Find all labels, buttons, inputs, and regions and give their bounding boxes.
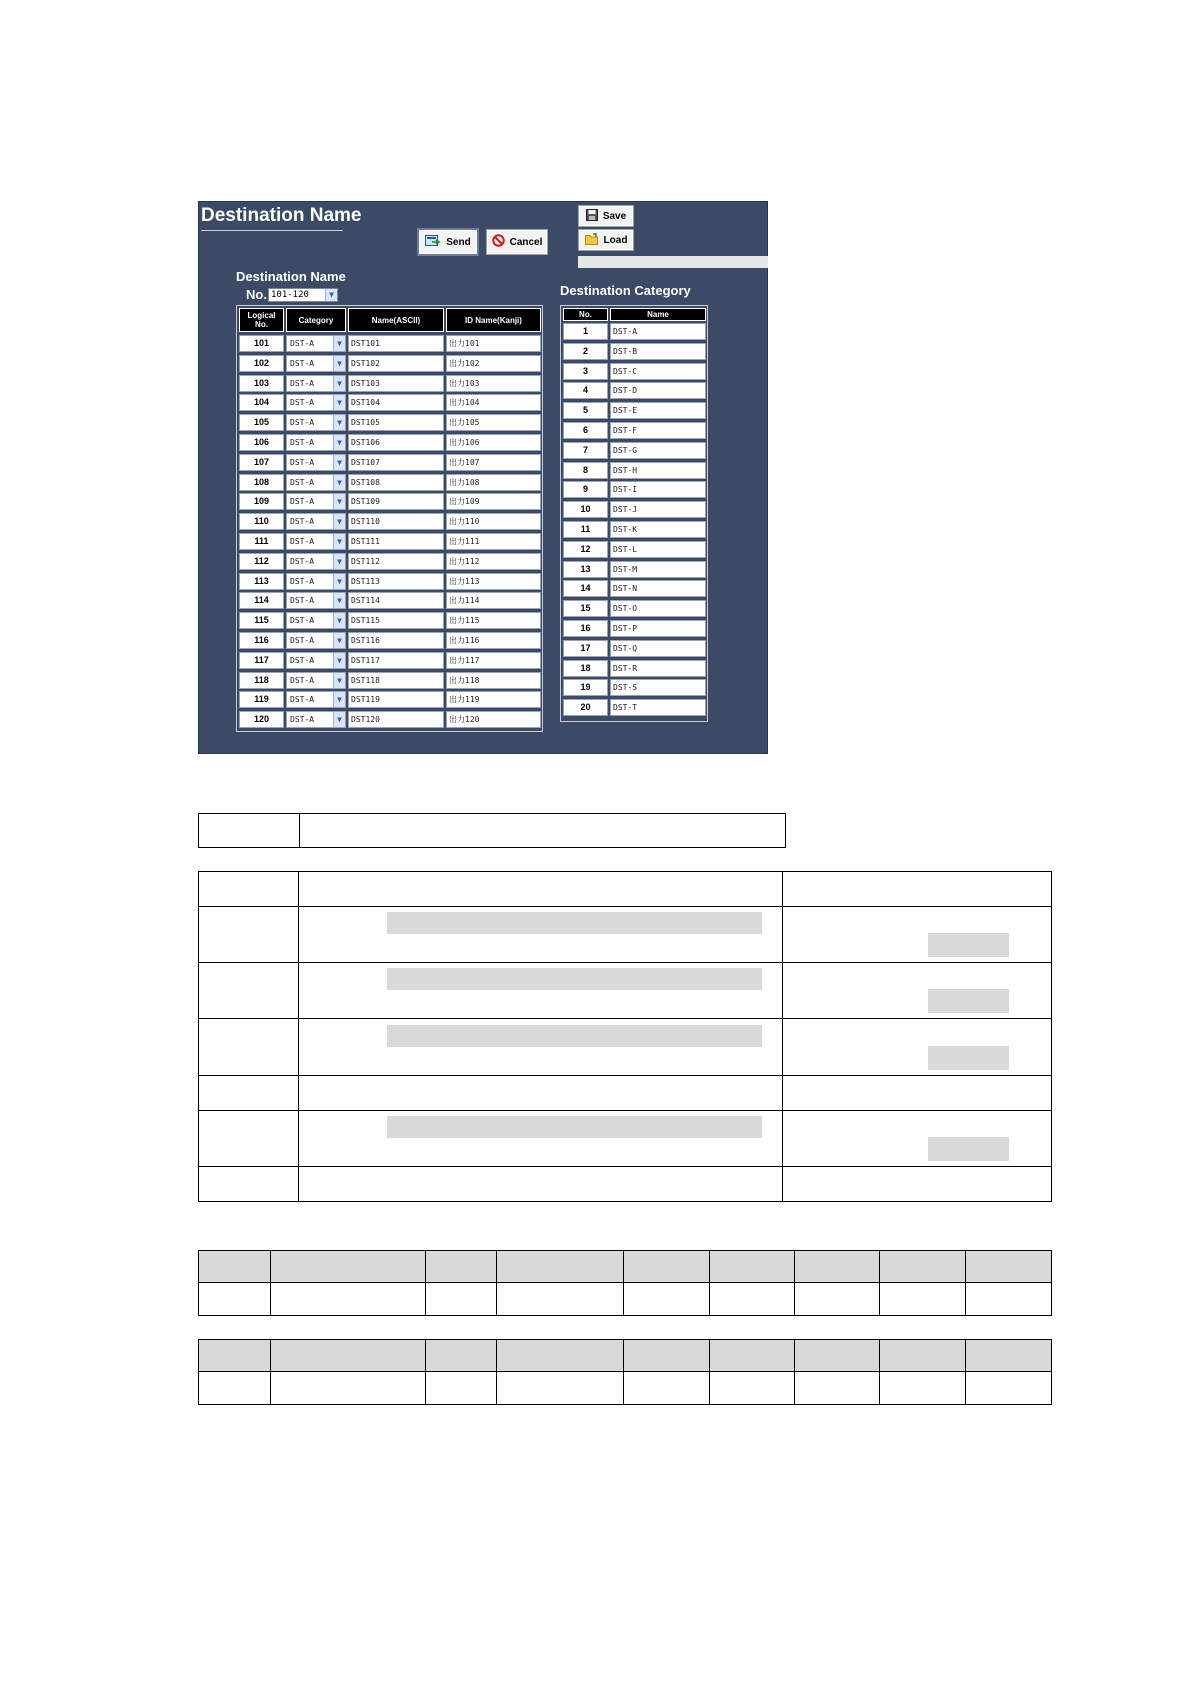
- redacted-field: [928, 989, 1009, 1013]
- category-name-field[interactable]: DST-E: [610, 402, 706, 419]
- id-name-kanji-field[interactable]: 出力105: [446, 414, 541, 431]
- category-select[interactable]: [286, 612, 346, 629]
- category-select[interactable]: [286, 533, 346, 550]
- name-ascii-field[interactable]: DST105: [348, 414, 444, 431]
- chevron-down-icon[interactable]: ▼: [333, 633, 345, 648]
- header-no: No.: [563, 308, 608, 321]
- name-ascii-field[interactable]: DST108: [348, 474, 444, 491]
- name-ascii-field[interactable]: DST113: [348, 573, 444, 590]
- window-title: Destination Name: [201, 205, 362, 226]
- name-ascii-field[interactable]: DST107: [348, 454, 444, 471]
- name-ascii-field[interactable]: DST116: [348, 632, 444, 649]
- chevron-down-icon[interactable]: ▼: [333, 435, 345, 450]
- name-ascii-field[interactable]: DST112: [348, 553, 444, 570]
- load-label: Load: [603, 234, 628, 246]
- name-ascii-field[interactable]: DST118: [348, 672, 444, 689]
- logical-no-cell: 116: [239, 632, 284, 649]
- category-select[interactable]: [286, 355, 346, 372]
- logical-no-cell: 114: [239, 592, 284, 609]
- chevron-down-icon[interactable]: ▼: [333, 336, 345, 351]
- chevron-down-icon[interactable]: ▼: [325, 289, 337, 301]
- name-ascii-field[interactable]: DST120: [348, 711, 444, 728]
- chevron-down-icon[interactable]: ▼: [333, 712, 345, 727]
- redacted-field: [387, 912, 762, 934]
- category-name-field[interactable]: DST-O: [610, 600, 706, 617]
- category-value: DST-A: [290, 458, 315, 467]
- header-category: Category: [286, 308, 346, 332]
- chevron-down-icon[interactable]: ▼: [333, 494, 345, 509]
- name-ascii-field[interactable]: DST101: [348, 335, 444, 352]
- name-ascii-field[interactable]: DST110: [348, 513, 444, 530]
- category-name-field[interactable]: DST-N: [610, 580, 706, 597]
- id-name-kanji-field[interactable]: 出力106: [446, 434, 541, 451]
- category-value: DST-A: [290, 497, 315, 506]
- category-value: DST-A: [290, 438, 315, 447]
- chevron-down-icon[interactable]: ▼: [333, 653, 345, 668]
- send-label: Send: [446, 236, 471, 248]
- logical-no-cell: 105: [239, 414, 284, 431]
- category-value: DST-A: [290, 557, 315, 566]
- category-select[interactable]: [286, 493, 346, 510]
- chevron-down-icon[interactable]: ▼: [333, 574, 345, 589]
- header-id-name-kanji: ID Name(Kanji): [446, 308, 541, 332]
- category-value: DST-A: [290, 398, 315, 407]
- name-ascii-field[interactable]: DST115: [348, 612, 444, 629]
- logical-no-cell: 109: [239, 493, 284, 510]
- chevron-down-icon[interactable]: ▼: [333, 554, 345, 569]
- category-select[interactable]: [286, 454, 346, 471]
- category-name-field[interactable]: DST-I: [610, 481, 706, 498]
- chevron-down-icon[interactable]: ▼: [333, 356, 345, 371]
- category-value: DST-A: [290, 478, 315, 487]
- id-name-kanji-field[interactable]: 出力108: [446, 474, 541, 491]
- destination-name-window: [198, 201, 768, 754]
- logical-no-cell: 117: [239, 652, 284, 669]
- category-no-cell: 2: [563, 343, 608, 360]
- category-select[interactable]: [286, 691, 346, 708]
- redacted-field: [387, 1116, 762, 1138]
- logical-no-cell: 103: [239, 375, 284, 392]
- save-button[interactable]: [579, 206, 633, 226]
- category-name-field[interactable]: DST-D: [610, 382, 706, 399]
- logical-no-cell: 118: [239, 672, 284, 689]
- redacted-field: [928, 933, 1009, 957]
- category-no-cell: 17: [563, 640, 608, 657]
- load-icon: [585, 233, 599, 248]
- category-name-field[interactable]: DST-L: [610, 541, 706, 558]
- category-value: DST-A: [290, 517, 315, 526]
- redacted-field: [928, 1046, 1009, 1070]
- category-no-cell: 3: [563, 363, 608, 380]
- header-logical-no: Logical No.: [239, 308, 284, 332]
- category-value: DST-A: [290, 695, 315, 704]
- category-value: DST-A: [290, 616, 315, 625]
- category-value: DST-A: [290, 359, 315, 368]
- cancel-label: Cancel: [509, 236, 543, 248]
- category-select[interactable]: [286, 394, 346, 411]
- category-value: DST-A: [290, 656, 315, 665]
- category-no-cell: 9: [563, 481, 608, 498]
- category-value: DST-A: [290, 636, 315, 645]
- category-name-field[interactable]: DST-Q: [610, 640, 706, 657]
- name-ascii-field[interactable]: DST109: [348, 493, 444, 510]
- category-value: DST-A: [290, 379, 315, 388]
- category-no-cell: 19: [563, 679, 608, 696]
- id-name-kanji-field[interactable]: 出力104: [446, 394, 541, 411]
- category-no-cell: 18: [563, 660, 608, 677]
- logical-no-cell: 101: [239, 335, 284, 352]
- doc-table-main: [198, 871, 1052, 1202]
- redacted-field: [928, 1137, 1009, 1161]
- chevron-down-icon[interactable]: ▼: [333, 673, 345, 688]
- category-select[interactable]: [286, 652, 346, 669]
- category-no-cell: 4: [563, 382, 608, 399]
- name-ascii-field[interactable]: DST106: [348, 434, 444, 451]
- category-no-cell: 14: [563, 580, 608, 597]
- chevron-down-icon[interactable]: ▼: [333, 455, 345, 470]
- category-no-cell: 12: [563, 541, 608, 558]
- destination-name-heading: Destination Name: [236, 269, 346, 284]
- id-name-kanji-field[interactable]: 出力119: [446, 691, 541, 708]
- status-bar: [578, 256, 768, 268]
- id-name-kanji-field[interactable]: 出力114: [446, 592, 541, 609]
- category-no-cell: 16: [563, 620, 608, 637]
- category-select[interactable]: [286, 474, 346, 491]
- id-name-kanji-field[interactable]: 出力117: [446, 652, 541, 669]
- chevron-down-icon[interactable]: ▼: [333, 692, 345, 707]
- category-value: DST-A: [290, 715, 315, 724]
- category-no-cell: 11: [563, 521, 608, 538]
- category-value: DST-A: [290, 676, 315, 685]
- name-ascii-field[interactable]: DST114: [348, 592, 444, 609]
- logical-no-cell: 107: [239, 454, 284, 471]
- header-name: Name: [610, 308, 706, 321]
- category-no-cell: 10: [563, 501, 608, 518]
- load-button[interactable]: [579, 230, 633, 250]
- doc-table-b: [198, 1339, 1052, 1405]
- category-no-cell: 15: [563, 600, 608, 617]
- id-name-kanji-field[interactable]: 出力120: [446, 711, 541, 728]
- save-icon: [586, 209, 598, 224]
- logical-no-cell: 113: [239, 573, 284, 590]
- category-no-cell: 1: [563, 323, 608, 340]
- logical-no-cell: 112: [239, 553, 284, 570]
- category-no-cell: 8: [563, 462, 608, 479]
- logical-no-cell: 108: [239, 474, 284, 491]
- id-name-kanji-field[interactable]: 出力118: [446, 672, 541, 689]
- chevron-down-icon[interactable]: ▼: [333, 534, 345, 549]
- chevron-down-icon[interactable]: ▼: [333, 593, 345, 608]
- category-no-cell: 13: [563, 561, 608, 578]
- chevron-down-icon[interactable]: ▼: [333, 613, 345, 628]
- category-select[interactable]: [286, 335, 346, 352]
- category-select[interactable]: [286, 672, 346, 689]
- destination-name-table: [236, 305, 543, 732]
- category-select[interactable]: [286, 592, 346, 609]
- id-name-kanji-field[interactable]: 出力113: [446, 573, 541, 590]
- logical-no-cell: 110: [239, 513, 284, 530]
- cancel-icon: [492, 234, 505, 250]
- category-name-field[interactable]: DST-J: [610, 501, 706, 518]
- name-ascii-field[interactable]: DST104: [348, 394, 444, 411]
- logical-no-cell: 111: [239, 533, 284, 550]
- chevron-down-icon[interactable]: ▼: [333, 415, 345, 430]
- id-name-kanji-field[interactable]: 出力107: [446, 454, 541, 471]
- category-no-cell: 20: [563, 699, 608, 716]
- chevron-down-icon[interactable]: ▼: [333, 475, 345, 490]
- category-select[interactable]: [286, 632, 346, 649]
- category-name-field[interactable]: DST-S: [610, 679, 706, 696]
- category-select[interactable]: [286, 375, 346, 392]
- name-ascii-field[interactable]: DST102: [348, 355, 444, 372]
- header-name-ascii: Name(ASCII): [348, 308, 444, 332]
- category-value: DST-A: [290, 418, 315, 427]
- id-name-kanji-field[interactable]: 出力109: [446, 493, 541, 510]
- doc-table-header: [198, 813, 786, 848]
- id-name-kanji-field[interactable]: 出力102: [446, 355, 541, 372]
- logical-no-cell: 120: [239, 711, 284, 728]
- category-name-field[interactable]: DST-K: [610, 521, 706, 538]
- category-no-cell: 5: [563, 402, 608, 419]
- category-select[interactable]: [286, 553, 346, 570]
- send-button[interactable]: [419, 230, 477, 254]
- category-value: DST-A: [290, 577, 315, 586]
- id-name-kanji-field[interactable]: 出力116: [446, 632, 541, 649]
- destination-category-heading: Destination Category: [560, 283, 691, 298]
- no-range-value: 101-120: [271, 290, 309, 300]
- category-name-field[interactable]: DST-C: [610, 363, 706, 380]
- category-name-field[interactable]: DST-G: [610, 442, 706, 459]
- category-name-field[interactable]: DST-H: [610, 462, 706, 479]
- category-value: DST-A: [290, 537, 315, 546]
- logical-no-cell: 119: [239, 691, 284, 708]
- name-ascii-field[interactable]: DST103: [348, 375, 444, 392]
- name-ascii-field[interactable]: DST119: [348, 691, 444, 708]
- category-name-field[interactable]: DST-M: [610, 561, 706, 578]
- category-name-field[interactable]: DST-A: [610, 323, 706, 340]
- category-name-field[interactable]: DST-P: [610, 620, 706, 637]
- category-select[interactable]: [286, 414, 346, 431]
- logical-no-cell: 102: [239, 355, 284, 372]
- category-value: DST-A: [290, 339, 315, 348]
- save-label: Save: [602, 210, 627, 222]
- chevron-down-icon[interactable]: ▼: [333, 395, 345, 410]
- title-underline: [201, 230, 343, 231]
- category-select[interactable]: [286, 711, 346, 728]
- cancel-button[interactable]: [487, 230, 547, 254]
- category-name-field[interactable]: DST-F: [610, 422, 706, 439]
- logical-no-cell: 115: [239, 612, 284, 629]
- name-ascii-field[interactable]: DST111: [348, 533, 444, 550]
- id-name-kanji-field[interactable]: 出力101: [446, 335, 541, 352]
- chevron-down-icon[interactable]: ▼: [333, 514, 345, 529]
- name-ascii-field[interactable]: DST117: [348, 652, 444, 669]
- no-range-select[interactable]: [268, 288, 338, 302]
- redacted-field: [387, 968, 762, 990]
- category-no-cell: 7: [563, 442, 608, 459]
- logical-no-cell: 104: [239, 394, 284, 411]
- send-icon: [425, 235, 441, 250]
- id-name-kanji-field[interactable]: 出力111: [446, 533, 541, 550]
- category-select[interactable]: [286, 434, 346, 451]
- category-no-cell: 6: [563, 422, 608, 439]
- category-select[interactable]: [286, 513, 346, 530]
- destination-category-table: [560, 305, 708, 722]
- id-name-kanji-field[interactable]: 出力103: [446, 375, 541, 392]
- category-name-field[interactable]: DST-R: [610, 660, 706, 677]
- category-name-field[interactable]: DST-B: [610, 343, 706, 360]
- no-label: No.: [246, 287, 267, 302]
- chevron-down-icon[interactable]: ▼: [333, 376, 345, 391]
- id-name-kanji-field[interactable]: 出力115: [446, 612, 541, 629]
- category-select[interactable]: [286, 573, 346, 590]
- category-value: DST-A: [290, 596, 315, 605]
- logical-no-cell: 106: [239, 434, 284, 451]
- redacted-field: [387, 1025, 762, 1047]
- doc-table-a: [198, 1250, 1052, 1316]
- id-name-kanji-field[interactable]: 出力110: [446, 513, 541, 530]
- id-name-kanji-field[interactable]: 出力112: [446, 553, 541, 570]
- category-name-field[interactable]: DST-T: [610, 699, 706, 716]
